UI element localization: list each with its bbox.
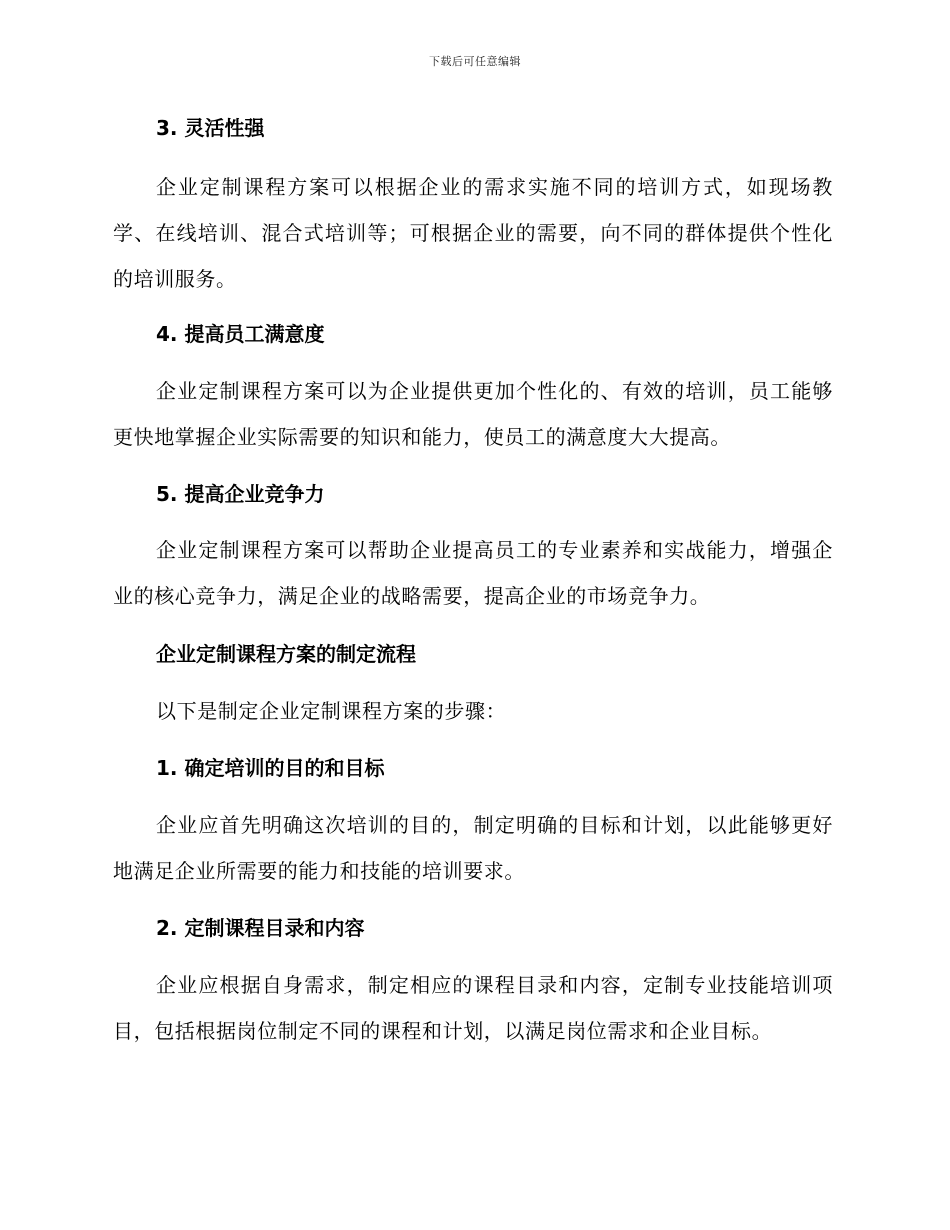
header-note: 下载后可任意编辑 <box>429 55 521 68</box>
paragraph-competitiveness: 企业定制课程方案可以帮助企业提高员工的专业素养和实战能力，增强企业的核心竞争力，满足企业的战略需要，提高企业的市场竞争力。 <box>113 538 833 608</box>
section-heading-process: 企业定制课程方案的制定流程 <box>156 642 416 666</box>
paragraph-step-1: 企业应首先明确这次培训的目的，制定明确的目标和计划，以此能够更好地满足企业所需要的能力和技能的培训要求。 <box>113 813 833 883</box>
section-heading-step-1: 1. 确定培训的目的和目标 <box>156 756 385 780</box>
section-heading-3: 3. 灵活性强 <box>156 116 265 140</box>
paragraph-employee-satisfaction: 企业定制课程方案可以为企业提供更加个性化的、有效的培训，员工能够更快地掌握企业实际需要的知识和能力，使员工的满意度大大提高。 <box>113 379 833 449</box>
paragraph-step-2: 企业应根据自身需求，制定相应的课程目录和内容，定制专业技能培训项目，包括根据岗位制定不同的课程和计划，以满足岗位需求和企业目标。 <box>113 973 833 1043</box>
section-heading-step-2: 2. 定制课程目录和内容 <box>156 916 365 940</box>
section-heading-5: 5. 提高企业竞争力 <box>156 482 325 506</box>
section-heading-4: 4. 提高员工满意度 <box>156 322 325 346</box>
paragraph-steps-intro: 以下是制定企业定制课程方案的步骤： <box>156 699 507 723</box>
paragraph-flexibility: 企业定制课程方案可以根据企业的需求实施不同的培训方式，如现场教学、在线培训、混合式培训等；可根据企业的需要，向不同的群体提供个性化的培训服务。 <box>113 175 833 291</box>
